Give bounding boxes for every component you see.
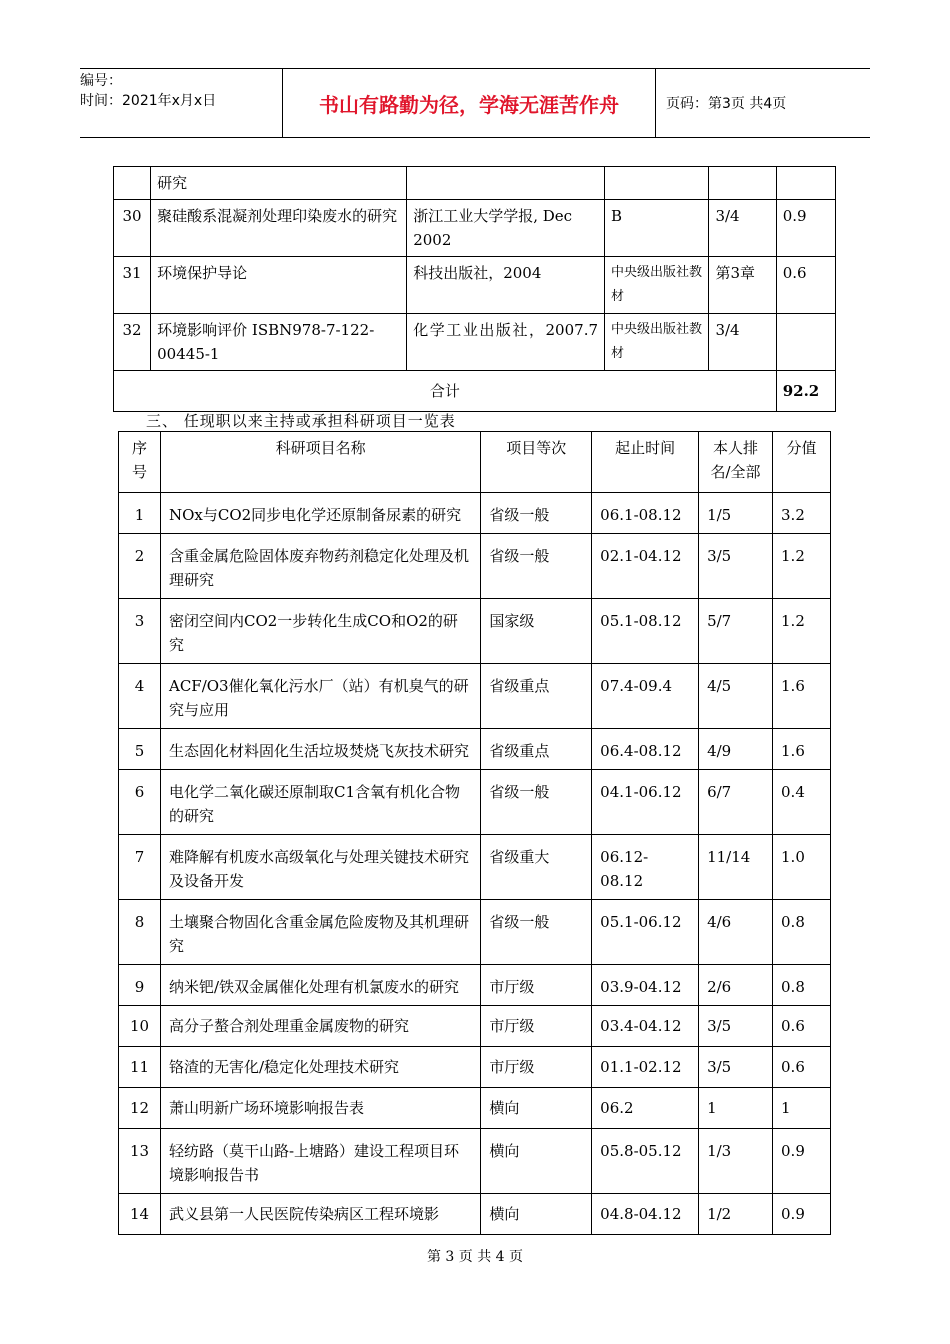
project-name: 土壤聚合物固化含重金属危险废物及其机理研究 xyxy=(160,900,480,965)
score: 1.0 xyxy=(773,835,831,900)
publication-level: B xyxy=(605,200,709,257)
project-period: 01.1-02.12 xyxy=(592,1047,699,1088)
header-page-label: 页码：第3页 共4页 xyxy=(666,96,787,112)
project-period: 06.4-08.12 xyxy=(592,729,699,770)
projects-table xyxy=(118,431,831,1235)
author-rank: 3/5 xyxy=(699,534,773,599)
row-number: 8 xyxy=(119,900,161,965)
project-level: 省级重大 xyxy=(481,835,592,900)
project-row xyxy=(119,1194,831,1235)
publications-table-continued xyxy=(113,166,836,412)
row-number: 6 xyxy=(119,770,161,835)
project-period: 06.2 xyxy=(592,1088,699,1129)
row-number: 5 xyxy=(119,729,161,770)
project-row xyxy=(119,770,831,835)
score xyxy=(776,167,835,200)
project-name: 密闭空间内CO2一步转化生成CO和O2的研究 xyxy=(160,599,480,664)
publication-row xyxy=(114,257,836,314)
author-rank: 4/5 xyxy=(699,664,773,729)
project-name: 铬渣的无害化/稳定化处理技术研究 xyxy=(160,1047,480,1088)
project-level: 市厅级 xyxy=(481,1006,592,1047)
project-name: 生态固化材料固化生活垃圾焚烧飞灰技术研究 xyxy=(160,729,480,770)
score: 1.2 xyxy=(773,534,831,599)
author-rank: 1 xyxy=(699,1088,773,1129)
project-row xyxy=(119,534,831,599)
author-rank: 1/3 xyxy=(699,1129,773,1194)
project-period: 05.1-06.12 xyxy=(592,900,699,965)
row-number: 7 xyxy=(119,835,161,900)
project-level: 国家级 xyxy=(481,599,592,664)
score: 0.9 xyxy=(776,200,835,257)
publication-source xyxy=(407,167,605,200)
project-name: 纳米钯/铁双金属催化处理有机氯废水的研究 xyxy=(160,965,480,1006)
section-title: 三、 任现职以来主持或承担科研项目一览表 xyxy=(146,412,456,430)
publication-title: 环境保护导论 xyxy=(151,257,407,314)
project-level: 横向 xyxy=(481,1194,592,1235)
project-name: 高分子螯合剂处理重金属废物的研究 xyxy=(160,1006,480,1047)
author-rank: 5/7 xyxy=(699,599,773,664)
project-level: 省级重点 xyxy=(481,729,592,770)
project-period: 04.1-06.12 xyxy=(592,770,699,835)
project-level: 省级一般 xyxy=(481,900,592,965)
project-period: 02.1-04.12 xyxy=(592,534,699,599)
row-number: 10 xyxy=(119,1006,161,1047)
project-name: NOx与CO2同步电化学还原制备尿素的研究 xyxy=(160,493,480,534)
author-rank: 3/4 xyxy=(709,200,776,257)
author-rank: 11/14 xyxy=(699,835,773,900)
author-rank: 3/5 xyxy=(699,1047,773,1088)
row-number: 11 xyxy=(119,1047,161,1088)
projects-header-row xyxy=(119,432,831,493)
author-rank: 4/9 xyxy=(699,729,773,770)
author-rank: 3/5 xyxy=(699,1006,773,1047)
score: 0.8 xyxy=(773,965,831,1006)
score: 1.6 xyxy=(773,664,831,729)
row-number: 12 xyxy=(119,1088,161,1129)
project-level: 横向 xyxy=(481,1088,592,1129)
score: 0.4 xyxy=(773,770,831,835)
project-row xyxy=(119,900,831,965)
author-rank: 1/5 xyxy=(699,493,773,534)
row-number: 3 xyxy=(119,599,161,664)
publication-source: 浙江工业大学学报, Dec 2002 xyxy=(407,200,605,257)
project-name: 武义县第一人民医院传染病区工程环境影 xyxy=(160,1194,480,1235)
project-period: 06.1-08.12 xyxy=(592,493,699,534)
publication-level xyxy=(605,167,709,200)
project-period: 05.1-08.12 xyxy=(592,599,699,664)
project-level: 省级重点 xyxy=(481,664,592,729)
row-number: 30 xyxy=(114,200,151,257)
publication-title: 研究 xyxy=(151,167,407,200)
project-level: 市厅级 xyxy=(481,1047,592,1088)
row-number xyxy=(114,167,151,200)
project-row xyxy=(119,835,831,900)
project-period: 04.8-04.12 xyxy=(592,1194,699,1235)
publication-level: 中央级出版社教材 xyxy=(605,314,709,371)
column-header: 科研项目名称 xyxy=(160,432,480,493)
author-rank: 3/4 xyxy=(709,314,776,371)
project-name: 轻纺路（莫干山路-上塘路）建设工程项目环境影响报告书 xyxy=(160,1129,480,1194)
row-number: 1 xyxy=(119,493,161,534)
column-header: 起止时间 xyxy=(592,432,699,493)
column-header: 分值 xyxy=(773,432,831,493)
column-header: 序号 xyxy=(119,432,161,493)
page-header xyxy=(80,68,870,138)
page-footer: 第 3 页 共 4 页 xyxy=(426,1249,524,1265)
score: 0.8 xyxy=(773,900,831,965)
row-number: 4 xyxy=(119,664,161,729)
score: 1.6 xyxy=(773,729,831,770)
project-row xyxy=(119,729,831,770)
score: 0.6 xyxy=(773,1047,831,1088)
project-level: 省级一般 xyxy=(481,534,592,599)
publication-title: 环境影响评价 ISBN978-7-122-00445-1 xyxy=(151,314,407,371)
publication-row xyxy=(114,167,836,200)
project-row xyxy=(119,1088,831,1129)
score: 0.9 xyxy=(773,1194,831,1235)
score: 0.9 xyxy=(773,1129,831,1194)
project-level: 省级一般 xyxy=(481,770,592,835)
row-number: 31 xyxy=(114,257,151,314)
project-level: 省级一般 xyxy=(481,493,592,534)
row-number: 14 xyxy=(119,1194,161,1235)
project-period: 03.9-04.12 xyxy=(592,965,699,1006)
row-number: 2 xyxy=(119,534,161,599)
project-row xyxy=(119,965,831,1006)
project-row xyxy=(119,1129,831,1194)
score xyxy=(776,314,835,371)
project-name: 含重金属危险固体废弃物药剂稳定化处理及机理研究 xyxy=(160,534,480,599)
project-row xyxy=(119,599,831,664)
total-label: 合计 xyxy=(114,371,777,412)
score: 3.2 xyxy=(773,493,831,534)
project-period: 07.4-09.4 xyxy=(592,664,699,729)
publication-source: 化学工业出版社，2007.7 xyxy=(407,314,605,371)
row-number: 32 xyxy=(114,314,151,371)
score: 0.6 xyxy=(773,1006,831,1047)
publication-source: 科技出版社，2004 xyxy=(407,257,605,314)
project-period: 05.8-05.12 xyxy=(592,1129,699,1194)
total-value: 92.2 xyxy=(776,371,835,412)
publication-title: 聚硅酸系混凝剂处理印染废水的研究 xyxy=(151,200,407,257)
publication-row xyxy=(114,314,836,371)
number-label: 编号： xyxy=(80,73,122,89)
column-header: 项目等次 xyxy=(481,432,592,493)
score: 0.6 xyxy=(776,257,835,314)
author-rank: 2/6 xyxy=(699,965,773,1006)
score: 1.2 xyxy=(773,599,831,664)
time-label: 时间：2021年x月x日 xyxy=(80,93,217,109)
row-number: 9 xyxy=(119,965,161,1006)
author-rank: 1/2 xyxy=(699,1194,773,1235)
publication-row xyxy=(114,200,836,257)
project-row xyxy=(119,664,831,729)
author-rank: 4/6 xyxy=(699,900,773,965)
project-name: 难降解有机废水高级氧化与处理关键技术研究及设备开发 xyxy=(160,835,480,900)
header-motto: 书山有路勤为径，学海无涯苦作舟 xyxy=(282,69,656,137)
score: 1 xyxy=(773,1088,831,1129)
header-meta xyxy=(80,69,282,137)
author-rank xyxy=(709,167,776,200)
project-period: 06.12-08.12 xyxy=(592,835,699,900)
project-level: 横向 xyxy=(481,1129,592,1194)
project-period: 03.4-04.12 xyxy=(592,1006,699,1047)
publication-level: 中央级出版社教材 xyxy=(605,257,709,314)
author-rank: 第3章 xyxy=(709,257,776,314)
project-name: 萧山明新广场环境影响报告表 xyxy=(160,1088,480,1129)
row-number: 13 xyxy=(119,1129,161,1194)
total-row xyxy=(114,371,836,412)
project-name: ACF/O3催化氧化污水厂（站）有机臭气的研究与应用 xyxy=(160,664,480,729)
project-row xyxy=(119,493,831,534)
column-header: 本人排名/全部 xyxy=(699,432,773,493)
project-row xyxy=(119,1047,831,1088)
author-rank: 6/7 xyxy=(699,770,773,835)
project-level: 市厅级 xyxy=(481,965,592,1006)
project-name: 电化学二氧化碳还原制取C1含氧有机化合物的研究 xyxy=(160,770,480,835)
project-row xyxy=(119,1006,831,1047)
